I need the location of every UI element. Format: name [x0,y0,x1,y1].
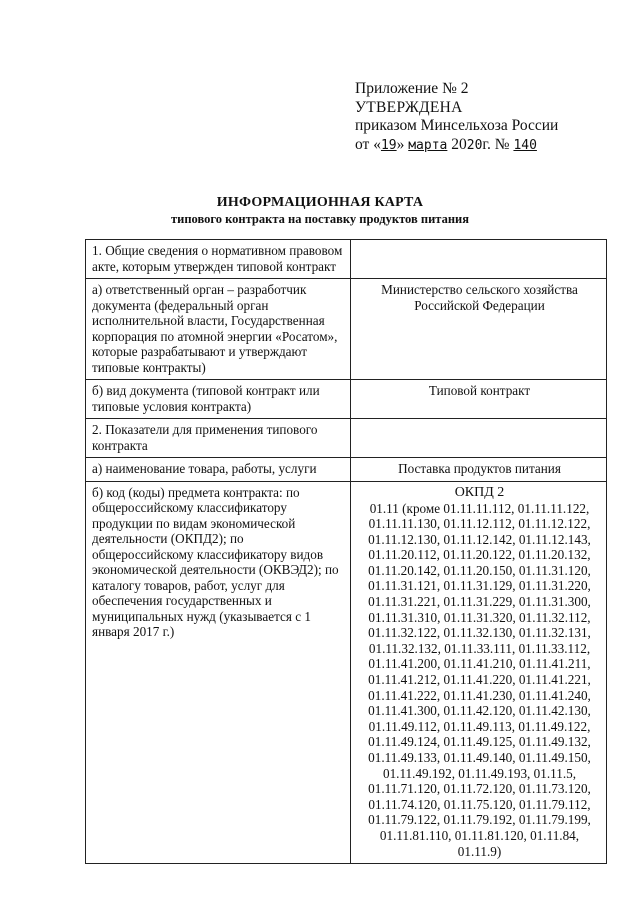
row-value [351,419,607,458]
year-prefix: 20 [447,135,467,153]
order-number: 140 [513,137,537,153]
info-card-table [85,239,607,864]
row-label: а) ответственный орган – разработчик документа (федеральный орган исполнительной власти, Государственная корпорация по атомной энергии «Росатом», которые разрабатывают и утверждают типовые контракты) [86,279,351,380]
document-subtitle: типового контракта на поставку продуктов питания [171,212,469,226]
order-month: марта [408,137,448,153]
document-title: ИНФОРМАЦИОННАЯ КАРТА [216,195,424,210]
date-prefix: от « [355,135,381,153]
table-row [86,458,607,482]
approving-order: приказом Минсельхоза России [355,117,559,134]
table-row [86,279,607,380]
table-row [86,380,607,419]
approved-heading: УТВЕРЖДЕНА [355,98,463,116]
row-value: Поставка продуктов питания [351,458,607,482]
number-label: г. № [482,135,514,153]
row-value: Типовой контракт [351,380,607,419]
row-value: Министерство сельского хозяйства Российской Федерации [351,279,607,380]
row-label: а) наименование товара, работы, услуги [86,458,351,482]
classifier-codes: 01.11 (кроме 01.11.11.112, 01.11.11.122, 01.11.11.130, 01.11.12.112, 01.11.12.122, 01.11.12.130, 01.11.12.142, 01.11.12.143, 01.11.20.112, 01.11.20.122, 01.11.20.132, 01.11.20.142, 01.11.20.150, 01.11.31.120, 01.11.31.121, 01.11.31.129, 01.11.31.220, 01.11.31.221, 01.11.31.229, 01.11.31.300, 01.11.31.310, 01.11.31.320, 01.11.32.112, 01.11.32.122, 01.11.32.130, 01.11.32.131, 01.11.32.132, 01.11.33.111, 01.11.33.112, 01.11.41.200, 01.11.41.210, 01.11.41.211, 01.11.41.212, 01.11.41.220, 01.11.41.221, 01.11.41.222, 01.11.41.230, 01.11.41.240, 01.11.41.300, 01.11.42.120, 01.11.42.130, 01.11.49.112, 01.11.49.113, 01.11.49.122, 01.11.49.124, 01.11.49.125, 01.11.49.132, 01.11.49.133, 01.11.49.140, 01.11.49.150, 01.11.49.192, 01.11.49.193, 01.11.5, 01.11.71.120, 01.11.72.120, 01.11.73.120, 01.11.74.120, 01.11.75.120, 01.11.79.112, 01.11.79.122, 01.11.79.192, 01.11.79.199, 01.11.81.110, 01.11.81.120, 01.11.84, 01.11.9) [368,500,591,859]
approval-stamp-block [355,80,558,155]
row-label: б) код (коды) предмета контракта: по общероссийскому классификатору продукции по видам экономической деятельности (ОКПД2); по общероссийскому классификатору видов экономической деятельности (ОКВЭД2); по каталогу товаров, работ, услуг для обеспечения государственных и муниципальных нужд (указывается с 1 января 2017 г.) [86,481,351,864]
appendix-number: Приложение № 2 [355,80,469,97]
order-date-number [355,136,558,156]
table-row [86,240,607,279]
table-row [86,419,607,458]
date-mid: » [396,135,409,153]
row-label: 2. Показатели для применения типового контракта [86,419,351,458]
order-year: 20 [466,137,483,153]
row-label: б) вид документа (типовой контракт или типовые условия контракта) [86,380,351,419]
order-day: 19 [380,137,397,153]
row-value [351,240,607,279]
classifier-title: ОКПД 2 [454,484,505,500]
table-row [86,481,607,864]
row-value [351,481,607,864]
row-label: 1. Общие сведения о нормативном правовом акте, которым утвержден типовой контракт [86,240,351,279]
